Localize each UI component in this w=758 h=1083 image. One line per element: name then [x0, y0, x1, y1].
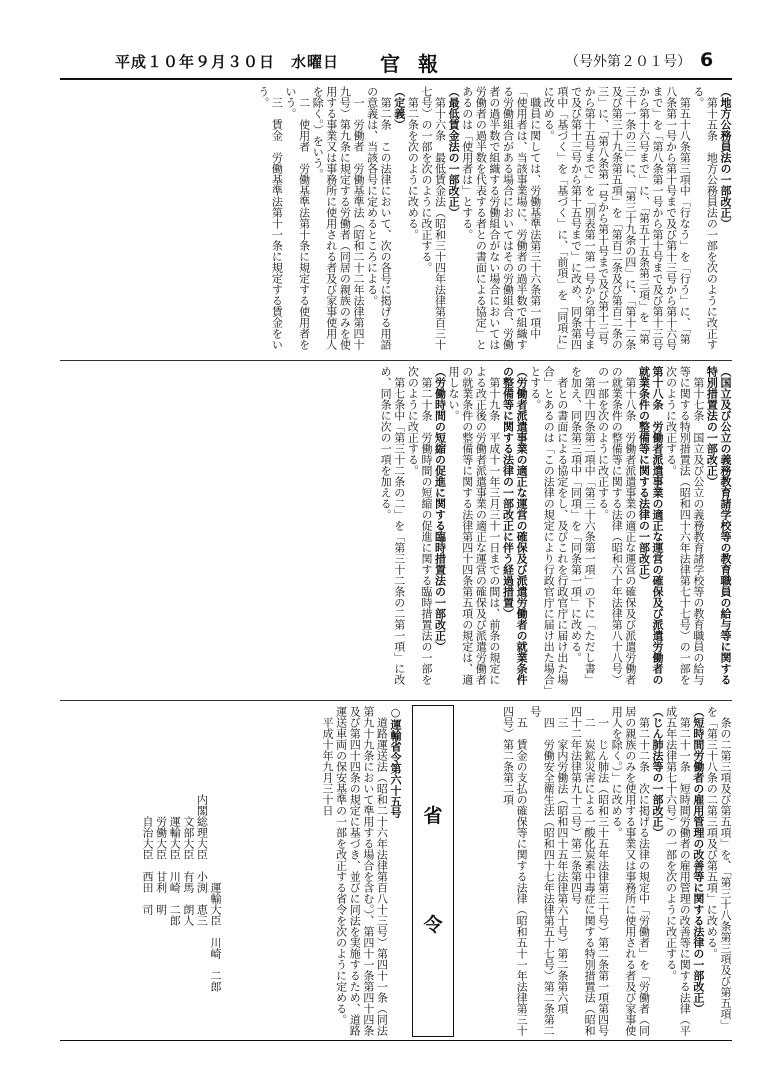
minister-name: 自治大臣 西田 司 — [141, 816, 155, 915]
article-text: （国立及び公立の義務教育諸学校等の教育職員の給与等に関する特別措置法の一部改正） — [705, 366, 732, 685]
signatures — [62, 706, 222, 1036]
article-text: （定義） — [392, 86, 406, 130]
article-text: 二 使用者 労働基準法第十条に規定する使用者をいう。 — [284, 86, 311, 350]
article-text: （最低賃金法の一部改正） — [447, 86, 461, 218]
ministerial-ordinance-heading — [412, 705, 454, 1037]
article-text: 第二条を次のように改める。 — [406, 97, 420, 240]
article-text: 五 賃金の支払の確保等に関する法律（昭和五十一年法律第三十四号）第二条第二項 — [501, 706, 529, 1036]
minister-name: 文部大臣 有馬 朗人 — [181, 816, 195, 926]
notice-title: ○運輸省令第六十五号 — [389, 706, 402, 818]
header-date: 平成１０年９月３０日 水曜日 — [115, 53, 340, 71]
notice-body: 道路運送法（昭和二十六年法律第百八十三号）第四十一条（同法第九十九条において準用する場合を含む。）、第四十一条第四十四条及び第四十四条の規定に基づき、並びに同法を実施するため、道路運送車両の保安基準の一部を改正する省令を次のように定める。 — [334, 706, 389, 1036]
article-text: （短時間労働者の雇用管理の改善等に関する法律の一部改正） — [691, 706, 705, 1014]
header-rule — [60, 78, 732, 80]
heading-char: 省 — [423, 805, 443, 827]
article-text: 第五十八条第三項中「行なう」を「行う」に、「第八条第一号から第十号まで及び第十三号から第十六号まで」を「第八条第一号から第十号まで及び第十三号から第十六号まで」に、「第五十五条第三項」を「第三十一条の三」に、「第三十九条の四」に、「第十二条及び第三十九条第五項」を「第百二条及び第百二条の三」に、「第八条第一号から第十号まで及び第十三号から第十五号まで」を「別表第一第一号から第十号まで及び第十三号から第十五号まで」に改め、同条第四項中「基づく」を「基づく」に、「前項」を「同項に」に改める。 — [542, 86, 692, 350]
header-page-number: 6 — [700, 49, 714, 71]
article-text: 一 労働者 労働基準法（昭和二十二年法律第四十九号）第九条に規定する労働者（同居の親族のみを使用する事業又は事務所に使用される者及び家事使用人を除く。）をいう。 — [311, 86, 365, 350]
heading-char: 令 — [423, 914, 443, 936]
tier3-text — [470, 706, 732, 1036]
article-text: 三 家内労働法（昭和四十五年法律第六十号）第二条第六項 — [555, 717, 569, 1014]
article-text: 第二十二条 次に掲げる法律の規定中「労働者」を「労働者（同居の親族のみを使用する事業又は事務所に使用される者及び家事使用人を除く。）」に改める。 — [610, 706, 651, 1036]
article-text: 第十九条 平成十一年三月三十一日までの間は、前条の規定による改正後の労働者派遣事業の適正な運営の確保及び派遣労働者の就業条件の整備等に関する法律第四十四条第五項の規定は、適用しない。 — [447, 366, 501, 685]
minister-name: 労働大臣 甘利 明 — [154, 816, 168, 915]
ordinance-notice — [232, 706, 402, 1036]
article-text: （じん肺法等の一部改正） — [651, 706, 665, 838]
footer-rule — [60, 1040, 732, 1041]
article-text: 四 労働安全衛生法（昭和四十七年法律第五十七号）第二条第二号 — [528, 706, 556, 1036]
article-text: 第十七条 国立及び公立の義務教育諸学校等の教育職員の給与等に関する特別措置法（昭和四十六年法律第七十七号）の一部を次のように改正する。 — [664, 366, 705, 685]
article-text: 第二条 この法律において、次の各号に掲げる用語の意義は、当該各号に定めるところによる。 — [365, 86, 393, 350]
page-header — [60, 48, 732, 78]
article-text: 第十八条 労働者派遣事業の適正な運営の確保及び派遣労働者の就業条件の整備等に関する法律（昭和六十年法律第八十八号）の一部を次のように改正する。 — [596, 366, 637, 685]
article-text: （地方公務員法の一部改正） — [719, 86, 732, 229]
article-text: 三 賃金 労働基準法第十一条に規定する賃金をいう。 — [256, 86, 284, 350]
article-text: 第十五条 地方公務員法の一部を次のように改正する。 — [691, 86, 719, 350]
article-text: 第十八条 労働者派遣事業の適正な運営の確保及び派遣労働者の就業条件の整備等に関する法律の一部改正） — [637, 366, 665, 685]
article-text: 第二十一条 短時間労働者の雇用管理の改善等に関する法律（平成五年法律第七十六号）の一部を次のように改正する。 — [664, 706, 692, 1036]
minister-name: 運輸大臣 川崎 二郎 — [168, 816, 182, 926]
tier2-text — [62, 366, 732, 694]
article-text: 第七条中「第三十二条の二」を「第三十二条の二第一項」に改め、同条に次の一項を加える。 — [379, 366, 406, 685]
article-text: 者との書面による協定をし、及びこれを行政官庁に届け出た場合」とあるのは「この法律の規定により行政官庁に届け出た場合」とする。 — [528, 366, 569, 691]
header-title: 官報 — [380, 52, 456, 76]
article-text: 第十六条 最低賃金法（昭和三十四年法律第百三十七号）の一部を次のように改正する。 — [419, 86, 447, 350]
signer: 運輸大臣 川崎 二郎 — [209, 882, 222, 992]
article-text: （労働者派遣事業の適正な運営の確保及び派遣労働者の就業条件の整備等に関する法律の一部改正に伴う経過措置） — [501, 366, 529, 685]
tier1-text — [62, 86, 732, 354]
article-text: （労働時間の短縮の促進に関する臨時措置法の一部改正） — [433, 366, 447, 652]
article-text: 二 炭鉱災害による一酸化炭素中毒症に関する特別措置法（昭和四十二年法律第九十二号）第二条第四号 — [569, 706, 597, 1036]
header-issue: （号外第２０１号） — [565, 54, 691, 70]
tier-divider — [60, 700, 732, 701]
article-text: 第二十条 労働時間の短縮の促進に関する臨時措置法の一部を次のように改正する。 — [406, 366, 433, 685]
article-text: 第四十四条第二項中「第三十六条第一項」の下に「ただし書」を加え、同条第三項中「同項」を「同条第一項」に改める。 — [569, 366, 597, 685]
tier-divider — [60, 360, 732, 361]
article-text: 職員に関しては、労働基準法第三十六条第一項中「使用者は、当該事業場に、労働者の過半数で組織する労働組合がある場合においてはその労働組合、労働者の過半数で組織する労働組合がない場合においては労働者の過半数を代表する者との書面による協定」とあるのは「使用者は」とする。 — [460, 86, 542, 350]
minister-name: 内閣総理大臣 小渕 恵三 — [195, 794, 209, 926]
notice-date: 平成十年九月三十日 — [321, 717, 335, 816]
article-text: 一 じん肺法（昭和三十五年法律第三十号）第二条第一項第四号 — [596, 717, 610, 1036]
article-text: 条の二第三項及び第五項」を、「第三十八条第三項及び第五項」を「第三十八条の二第三項及び第五項」に改める。 — [705, 706, 732, 1031]
